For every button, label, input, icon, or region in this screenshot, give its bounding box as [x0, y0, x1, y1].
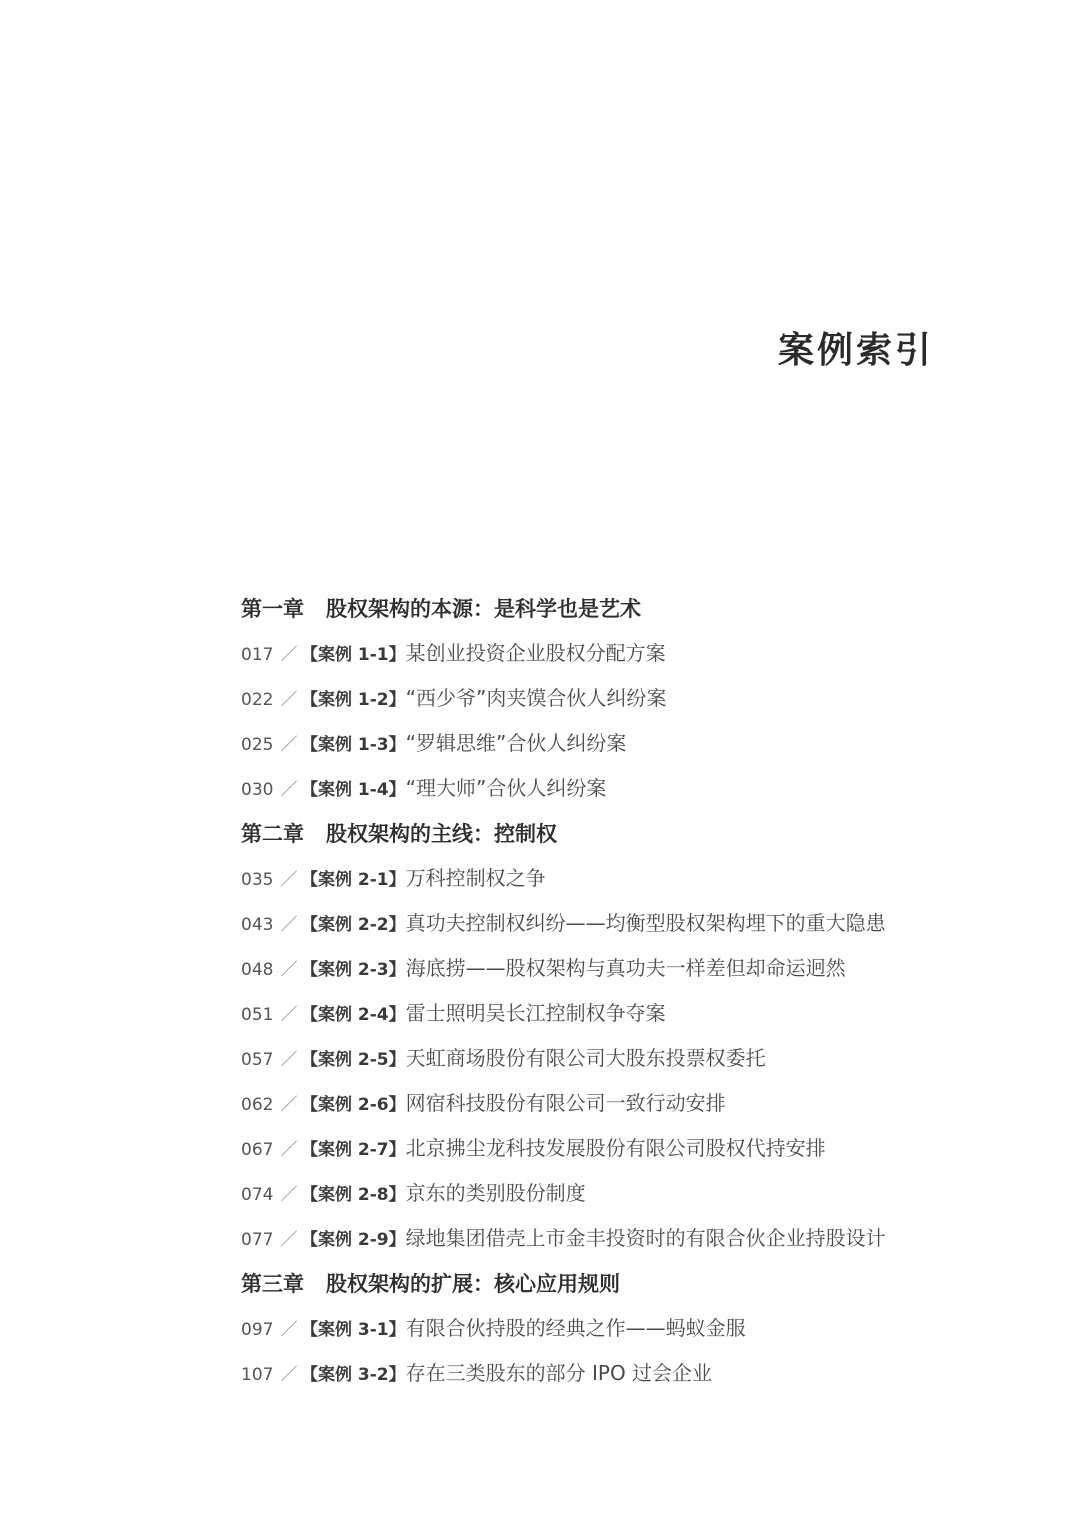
case-label: 【案例 2-2】 — [301, 915, 406, 935]
case-label: 【案例 1-2】 — [301, 690, 406, 710]
case-label: 【案例 2-6】 — [301, 1095, 406, 1115]
page-number: 097 — [241, 1320, 274, 1340]
slash-separator: ／ — [280, 1005, 298, 1025]
slash-separator: ／ — [280, 1050, 298, 1070]
case-label: 【案例 1-1】 — [301, 645, 406, 665]
case-entry — [241, 1310, 1001, 1355]
case-title: 京东的类别股份制度 — [405, 1181, 586, 1205]
case-title: 北京拂尘龙科技发展股份有限公司股权代持安排 — [405, 1136, 826, 1160]
case-label: 【案例 1-3】 — [301, 735, 406, 755]
case-title: “西少爷”肉夹馍合伙人纠纷案 — [405, 686, 667, 710]
case-title: 海底捞——股权架构与真功夫一样差但却命运迥然 — [405, 956, 846, 980]
slash-separator: ／ — [280, 915, 298, 935]
page-number: 074 — [241, 1185, 274, 1205]
slash-separator: ／ — [280, 1320, 298, 1340]
case-entry — [241, 635, 1001, 680]
case-entry — [241, 1130, 1001, 1175]
slash-separator: ／ — [280, 1365, 298, 1385]
page-title: 案例索引 — [777, 330, 934, 371]
case-title: 绿地集团借壳上市金丰投资时的有限合伙企业持股设计 — [405, 1226, 886, 1250]
page-number: 107 — [241, 1365, 274, 1385]
slash-separator: ／ — [280, 960, 298, 980]
case-entry — [241, 1220, 1001, 1265]
page-number: 022 — [241, 690, 274, 710]
case-title: 雷士照明吴长江控制权争夺案 — [405, 1001, 666, 1025]
case-title: 存在三类股东的部分 IPO 过会企业 — [405, 1361, 713, 1385]
case-label: 【案例 2-1】 — [301, 870, 406, 890]
slash-separator: ／ — [280, 780, 298, 800]
case-label: 【案例 2-3】 — [301, 960, 406, 980]
chapter-number: 第三章 — [241, 1272, 304, 1296]
case-entry — [241, 950, 1001, 995]
page-number: 067 — [241, 1140, 274, 1160]
case-title: 万科控制权之争 — [405, 866, 546, 890]
page-number: 051 — [241, 1005, 274, 1025]
page-number: 030 — [241, 780, 274, 800]
case-label: 【案例 2-4】 — [301, 1005, 406, 1025]
chapter-heading — [241, 815, 1001, 860]
case-label: 【案例 1-4】 — [301, 780, 406, 800]
page-number: 043 — [241, 915, 274, 935]
case-entry — [241, 1040, 1001, 1085]
case-label: 【案例 2-9】 — [301, 1230, 406, 1250]
case-entry — [241, 725, 1001, 770]
case-title: “罗辑思维”合伙人纠纷案 — [405, 731, 627, 755]
slash-separator: ／ — [280, 735, 298, 755]
case-entry — [241, 770, 1001, 815]
case-entry — [241, 1175, 1001, 1220]
chapter-heading — [241, 1265, 1001, 1310]
page-number: 062 — [241, 1095, 274, 1115]
case-title: 某创业投资企业股权分配方案 — [405, 641, 666, 665]
case-label: 【案例 2-5】 — [301, 1050, 406, 1070]
chapter-number: 第二章 — [241, 822, 304, 846]
case-entry — [241, 995, 1001, 1040]
page-number: 077 — [241, 1230, 274, 1250]
page-number: 035 — [241, 870, 274, 890]
page-number: 048 — [241, 960, 274, 980]
chapter-name: 股权架构的扩展：核心应用规则 — [326, 1272, 620, 1296]
case-entry — [241, 860, 1001, 905]
page-number: 017 — [241, 645, 274, 665]
case-title: 有限合伙持股的经典之作——蚂蚁金服 — [405, 1316, 746, 1340]
page-number: 025 — [241, 735, 274, 755]
chapter-name: 股权架构的本源：是科学也是艺术 — [326, 597, 641, 621]
case-title: “理大师”合伙人纠纷案 — [405, 776, 607, 800]
case-label: 【案例 3-1】 — [301, 1320, 406, 1340]
case-title: 网宿科技股份有限公司一致行动安排 — [405, 1091, 726, 1115]
case-entry — [241, 1355, 1001, 1400]
slash-separator: ／ — [280, 1095, 298, 1115]
chapter-number: 第一章 — [241, 597, 304, 621]
case-entry — [241, 680, 1001, 725]
case-title: 真功夫控制权纠纷——均衡型股权架构埋下的重大隐患 — [405, 911, 886, 935]
case-label: 【案例 2-8】 — [301, 1185, 406, 1205]
slash-separator: ／ — [280, 870, 298, 890]
case-title: 天虹商场股份有限公司大股东投票权委托 — [405, 1046, 766, 1070]
slash-separator: ／ — [280, 1185, 298, 1205]
case-entry — [241, 1085, 1001, 1130]
slash-separator: ／ — [280, 1140, 298, 1160]
case-entry — [241, 905, 1001, 950]
chapter-heading — [241, 590, 1001, 635]
slash-separator: ／ — [280, 645, 298, 665]
slash-separator: ／ — [280, 1230, 298, 1250]
case-label: 【案例 3-2】 — [301, 1365, 406, 1385]
page-number: 057 — [241, 1050, 274, 1070]
slash-separator: ／ — [280, 690, 298, 710]
chapter-name: 股权架构的主线：控制权 — [326, 822, 557, 846]
case-index-list — [241, 590, 1001, 1400]
case-label: 【案例 2-7】 — [301, 1140, 406, 1160]
